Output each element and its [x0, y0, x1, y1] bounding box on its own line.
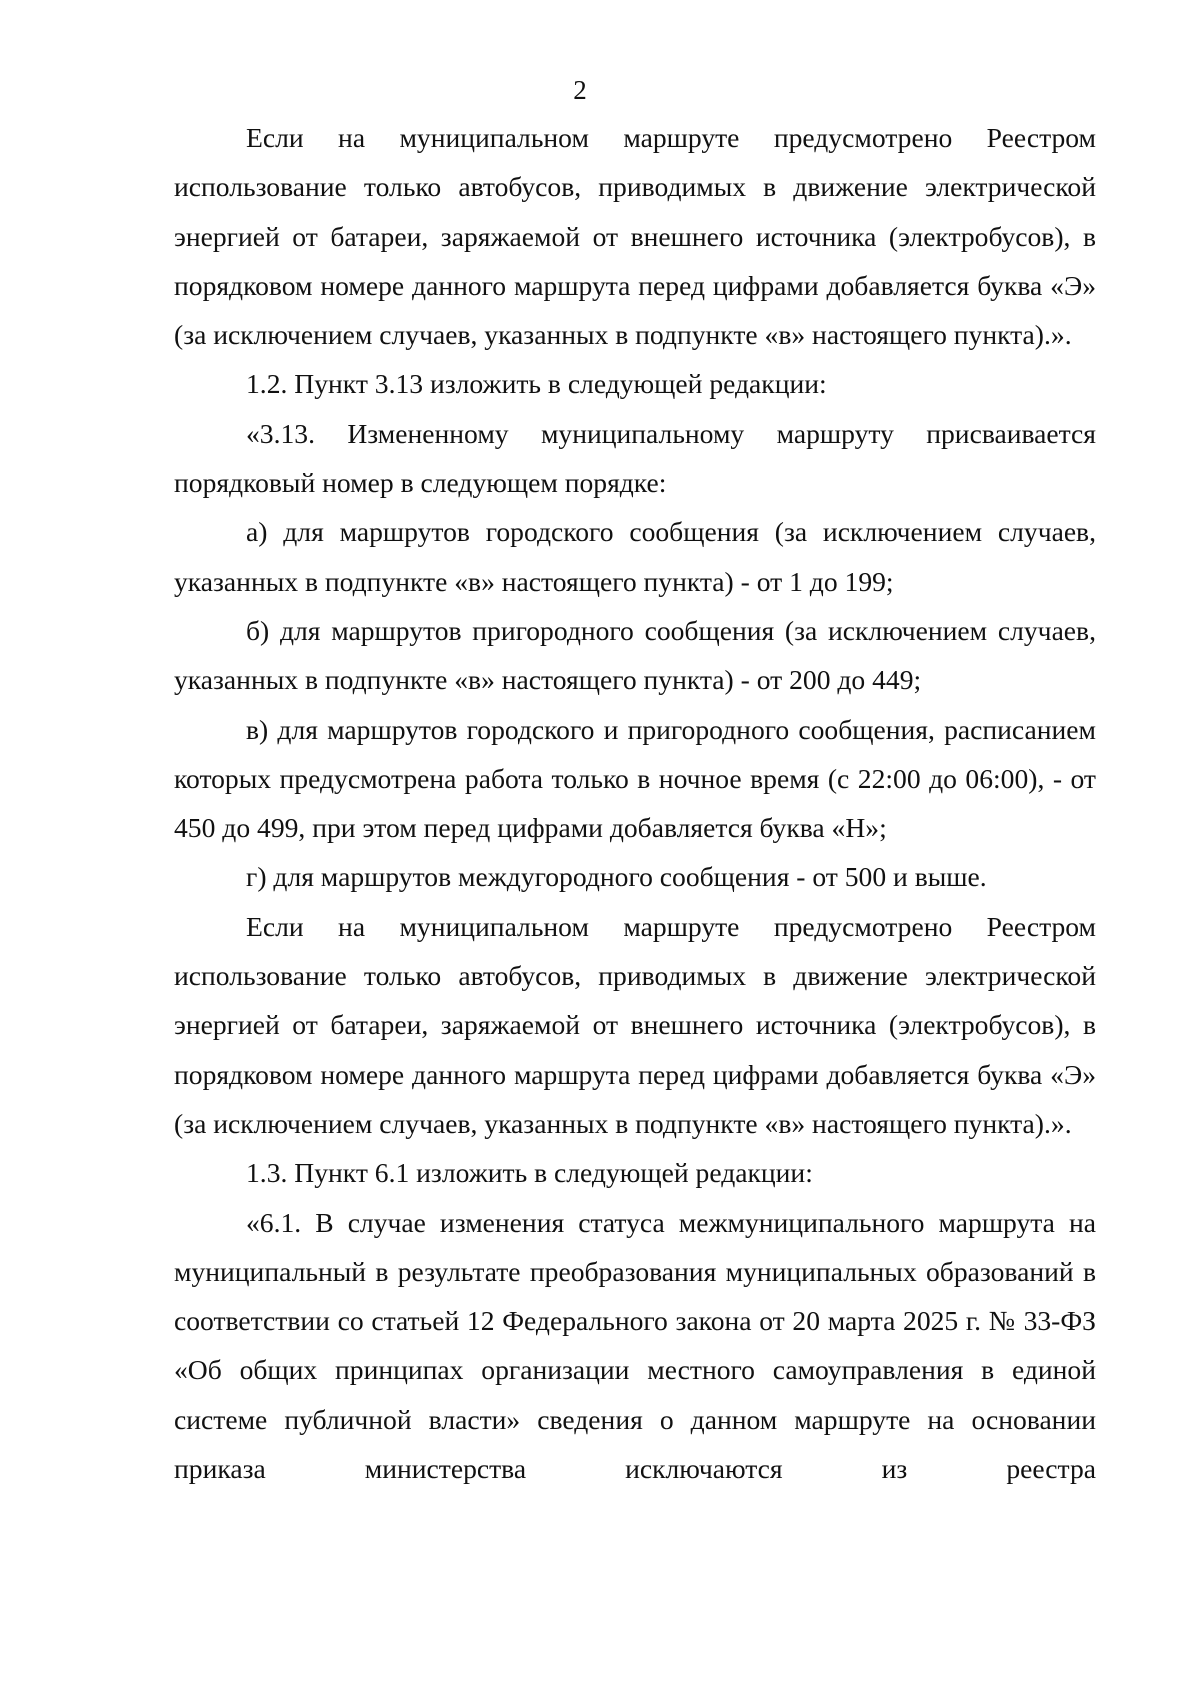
paragraph-3-13: «3.13. Измененному муниципальному маршруту присваивается порядковый номер в следующем порядке:: [174, 417, 1096, 499]
paragraph-electrobus-note-2: Если на муниципальном маршруте предусмотрено Реестром использование только автобусов, приводимых в движение электрической энергией от батареи, заряжаемой от внешнего источника (электробусов), в порядковом номере данного маршрута перед цифрами добавляется буква «Э» (за исключением случаев, указанных в подпункте «в» настоящего пункта).».: [174, 910, 1096, 1139]
paragraph-1-3: 1.3. Пункт 6.1 изложить в следующей редакции:: [246, 1157, 813, 1189]
page-number: 2: [573, 75, 587, 105]
paragraph-item-g: г) для маршрутов междугородного сообщения - от 500 и выше.: [246, 861, 987, 893]
paragraph-1-2: 1.2. Пункт 3.13 изложить в следующей редакции:: [246, 368, 827, 400]
document-body: [174, 113, 1096, 1493]
paragraph-item-v: в) для маршрутов городского и пригородного сообщения, расписанием которых предусмотрена работа только в ночное время (с 22:00 до 06:00), - от 450 до 499, при этом перед цифрами добавляется буква «Н»;: [174, 713, 1096, 844]
paragraph-item-a: а) для маршрутов городского сообщения (за исключением случаев, указанных в подпункте «в» настоящего пункта) - от 1 до 199;: [174, 516, 1096, 597]
paragraph-6-1: «6.1. В случае изменения статуса межмуниципального маршрута на муниципальный в результате преобразования муниципальных образований в соответствии со статьей 12 Федерального закона от 20 марта 2025 г. № 33-ФЗ «Об общих принципах организации местного самоуправления в единой системе публичной власти» сведения о данном маршруте на основании приказа министерства исключаются из реестра: [174, 1206, 1096, 1485]
paragraph-item-b: б) для маршрутов пригородного сообщения (за исключением случаев, указанных в подпункте «в» настоящего пункта) - от 200 до 449;: [174, 614, 1096, 696]
paragraph-electrobus-note: Если на муниципальном маршруте предусмотрено Реестром использование только автобусов, приводимых в движение электрической энергией от батареи, заряжаемой от внешнего источника (электробусов), в порядковом номере данного маршрута перед цифрами добавляется буква «Э» (за исключением случаев, указанных в подпункте «в» настоящего пункта).».: [174, 122, 1096, 351]
